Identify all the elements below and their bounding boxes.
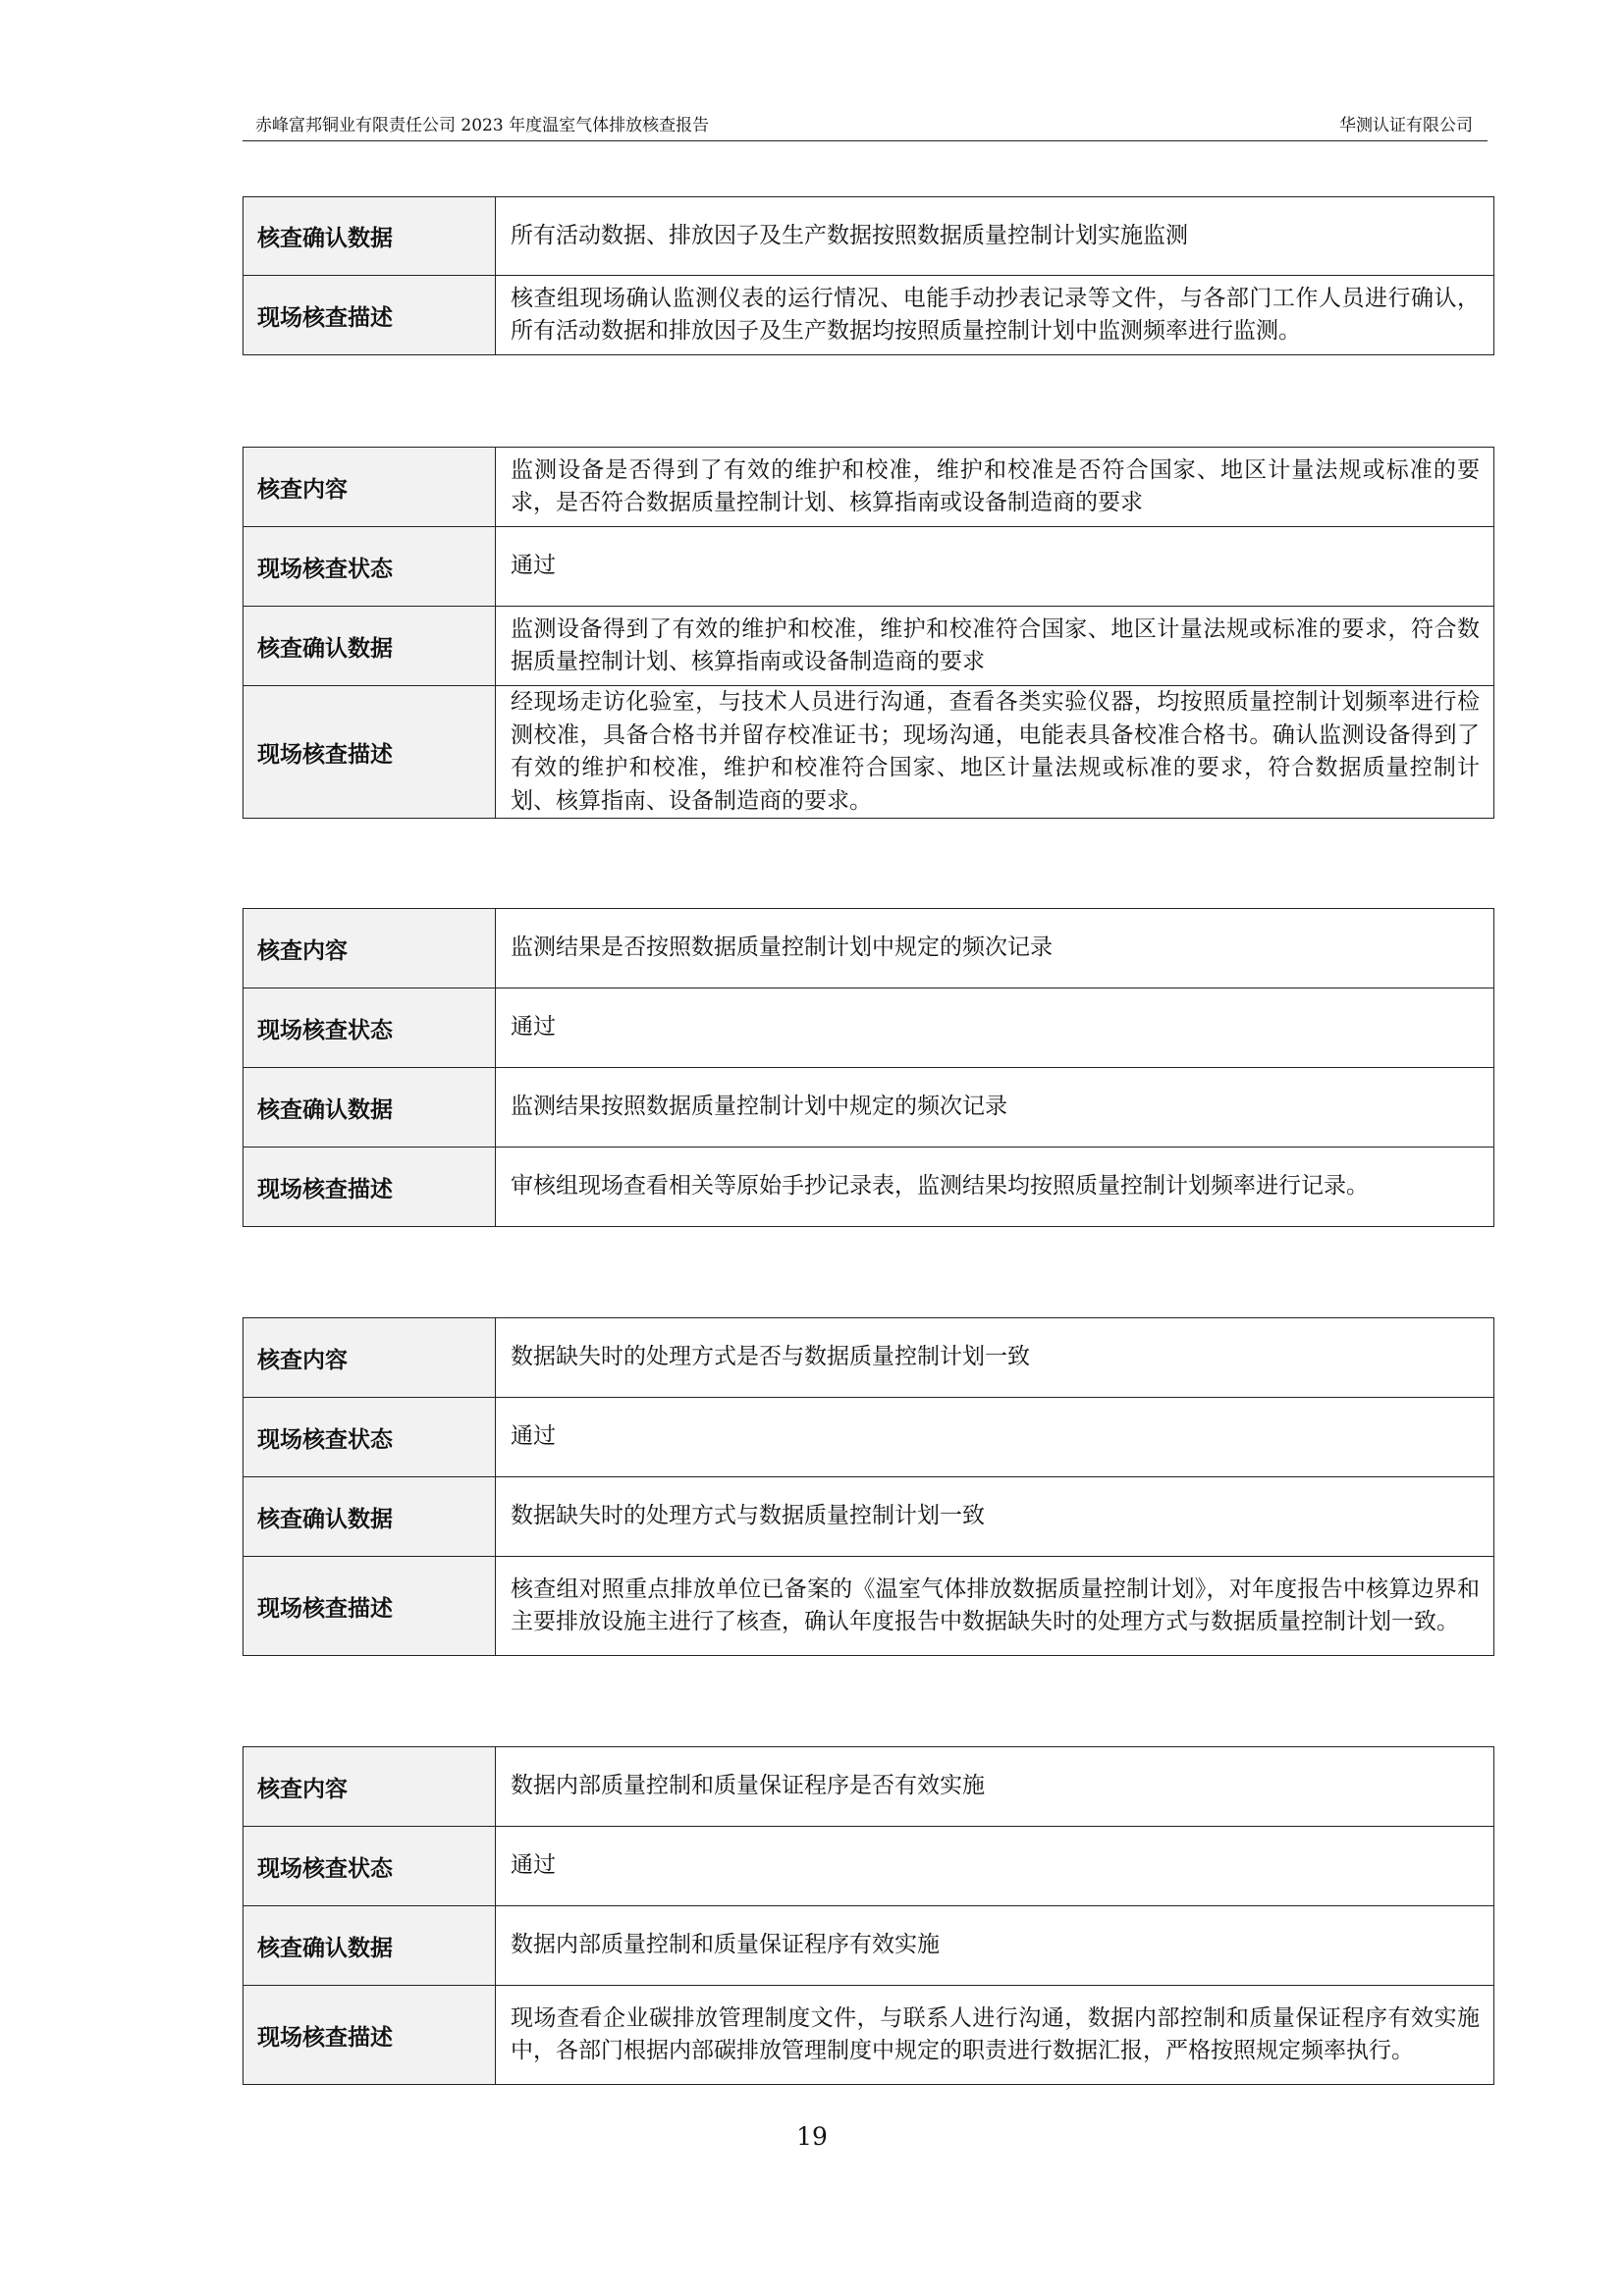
row-label: 核查确认数据 <box>244 607 496 686</box>
table-row <box>244 1477 1494 1557</box>
row-label: 核查内容 <box>244 1747 496 1827</box>
table-row <box>244 448 1494 527</box>
row-value: 审核组现场查看相关等原始手抄记录表，监测结果均按照质量控制计划频率进行记录。 <box>496 1148 1494 1227</box>
row-label: 现场核查描述 <box>244 1557 496 1656</box>
row-value: 核查组现场确认监测仪表的运行情况、电能手动抄表记录等文件，与各部门工作人员进行确认，所有活动数据和排放因子及生产数据均按照质量控制计划中监测频率进行监测。 <box>496 276 1494 355</box>
table-row <box>244 1986 1494 2085</box>
table-row <box>244 197 1494 276</box>
check-table-5 <box>243 1746 1494 2085</box>
row-label: 现场核查状态 <box>244 1398 496 1477</box>
row-value: 所有活动数据、排放因子及生产数据按照数据质量控制计划实施监测 <box>496 197 1494 276</box>
table-row <box>244 276 1494 355</box>
row-label: 核查确认数据 <box>244 1068 496 1148</box>
table-row <box>244 1747 1494 1827</box>
table-row <box>244 1557 1494 1656</box>
row-value: 经现场走访化验室，与技术人员进行沟通，查看各类实验仪器，均按照质量控制计划频率进行检测校准，具备合格书并留存校准证书；现场沟通，电能表具备校准合格书。确认监测设备得到了有效的维护和校准，维护和校准符合国家、地区计量法规或标准的要求，符合数据质量控制计划、核算指南、设备制造商的要求。 <box>496 686 1494 819</box>
row-value: 核查组对照重点排放单位已备案的《温室气体排放数据质量控制计划》，对年度报告中核算边界和主要排放设施主进行了核查，确认年度报告中数据缺失时的处理方式与数据质量控制计划一致。 <box>496 1557 1494 1656</box>
row-value: 数据缺失时的处理方式是否与数据质量控制计划一致 <box>496 1318 1494 1398</box>
page-number: 19 <box>796 2122 828 2151</box>
row-value: 监测结果按照数据质量控制计划中规定的频次记录 <box>496 1068 1494 1148</box>
row-value: 监测结果是否按照数据质量控制计划中规定的频次记录 <box>496 909 1494 988</box>
table-row <box>244 1827 1494 1906</box>
row-label: 核查内容 <box>244 448 496 527</box>
row-value: 数据内部质量控制和质量保证程序有效实施 <box>496 1906 1494 1986</box>
table-row <box>244 1906 1494 1986</box>
table-row <box>244 988 1494 1068</box>
row-value: 通过 <box>496 1827 1494 1906</box>
table-row <box>244 1148 1494 1227</box>
row-value: 数据缺失时的处理方式与数据质量控制计划一致 <box>496 1477 1494 1557</box>
row-label: 现场核查状态 <box>244 988 496 1068</box>
row-label: 现场核查描述 <box>244 1986 496 2085</box>
table-row <box>244 527 1494 607</box>
row-label: 现场核查描述 <box>244 686 496 819</box>
row-label: 现场核查状态 <box>244 527 496 607</box>
table-row <box>244 1398 1494 1477</box>
check-table-4 <box>243 1317 1494 1656</box>
row-label: 现场核查描述 <box>244 276 496 355</box>
company-name: 华测认证有限公司 <box>1339 116 1473 135</box>
check-table-1 <box>243 196 1494 355</box>
row-label: 现场核查状态 <box>244 1827 496 1906</box>
table-row <box>244 607 1494 686</box>
row-label: 核查确认数据 <box>244 1477 496 1557</box>
page-header <box>243 111 1488 141</box>
row-label: 核查内容 <box>244 909 496 988</box>
row-value: 监测设备得到了有效的维护和校准，维护和校准符合国家、地区计量法规或标准的要求，符合数据质量控制计划、核算指南或设备制造商的要求 <box>496 607 1494 686</box>
row-value: 监测设备是否得到了有效的维护和校准，维护和校准是否符合国家、地区计量法规或标准的要求，是否符合数据质量控制计划、核算指南或设备制造商的要求 <box>496 448 1494 527</box>
row-value: 数据内部质量控制和质量保证程序是否有效实施 <box>496 1747 1494 1827</box>
row-value: 通过 <box>496 527 1494 607</box>
row-value: 现场查看企业碳排放管理制度文件，与联系人进行沟通，数据内部控制和质量保证程序有效实施中，各部门根据内部碳排放管理制度中规定的职责进行数据汇报，严格按照规定频率执行。 <box>496 1986 1494 2085</box>
table-row <box>244 1318 1494 1398</box>
check-table-2 <box>243 447 1494 819</box>
row-label: 核查确认数据 <box>244 197 496 276</box>
check-table-3 <box>243 908 1494 1227</box>
row-value: 通过 <box>496 1398 1494 1477</box>
row-label: 核查确认数据 <box>244 1906 496 1986</box>
table-row <box>244 686 1494 819</box>
row-value: 通过 <box>496 988 1494 1068</box>
table-row <box>244 909 1494 988</box>
table-row <box>244 1068 1494 1148</box>
report-title: 赤峰富邦铜业有限责任公司 2023 年度温室气体排放核查报告 <box>255 116 710 135</box>
row-label: 现场核查描述 <box>244 1148 496 1227</box>
row-label: 核查内容 <box>244 1318 496 1398</box>
